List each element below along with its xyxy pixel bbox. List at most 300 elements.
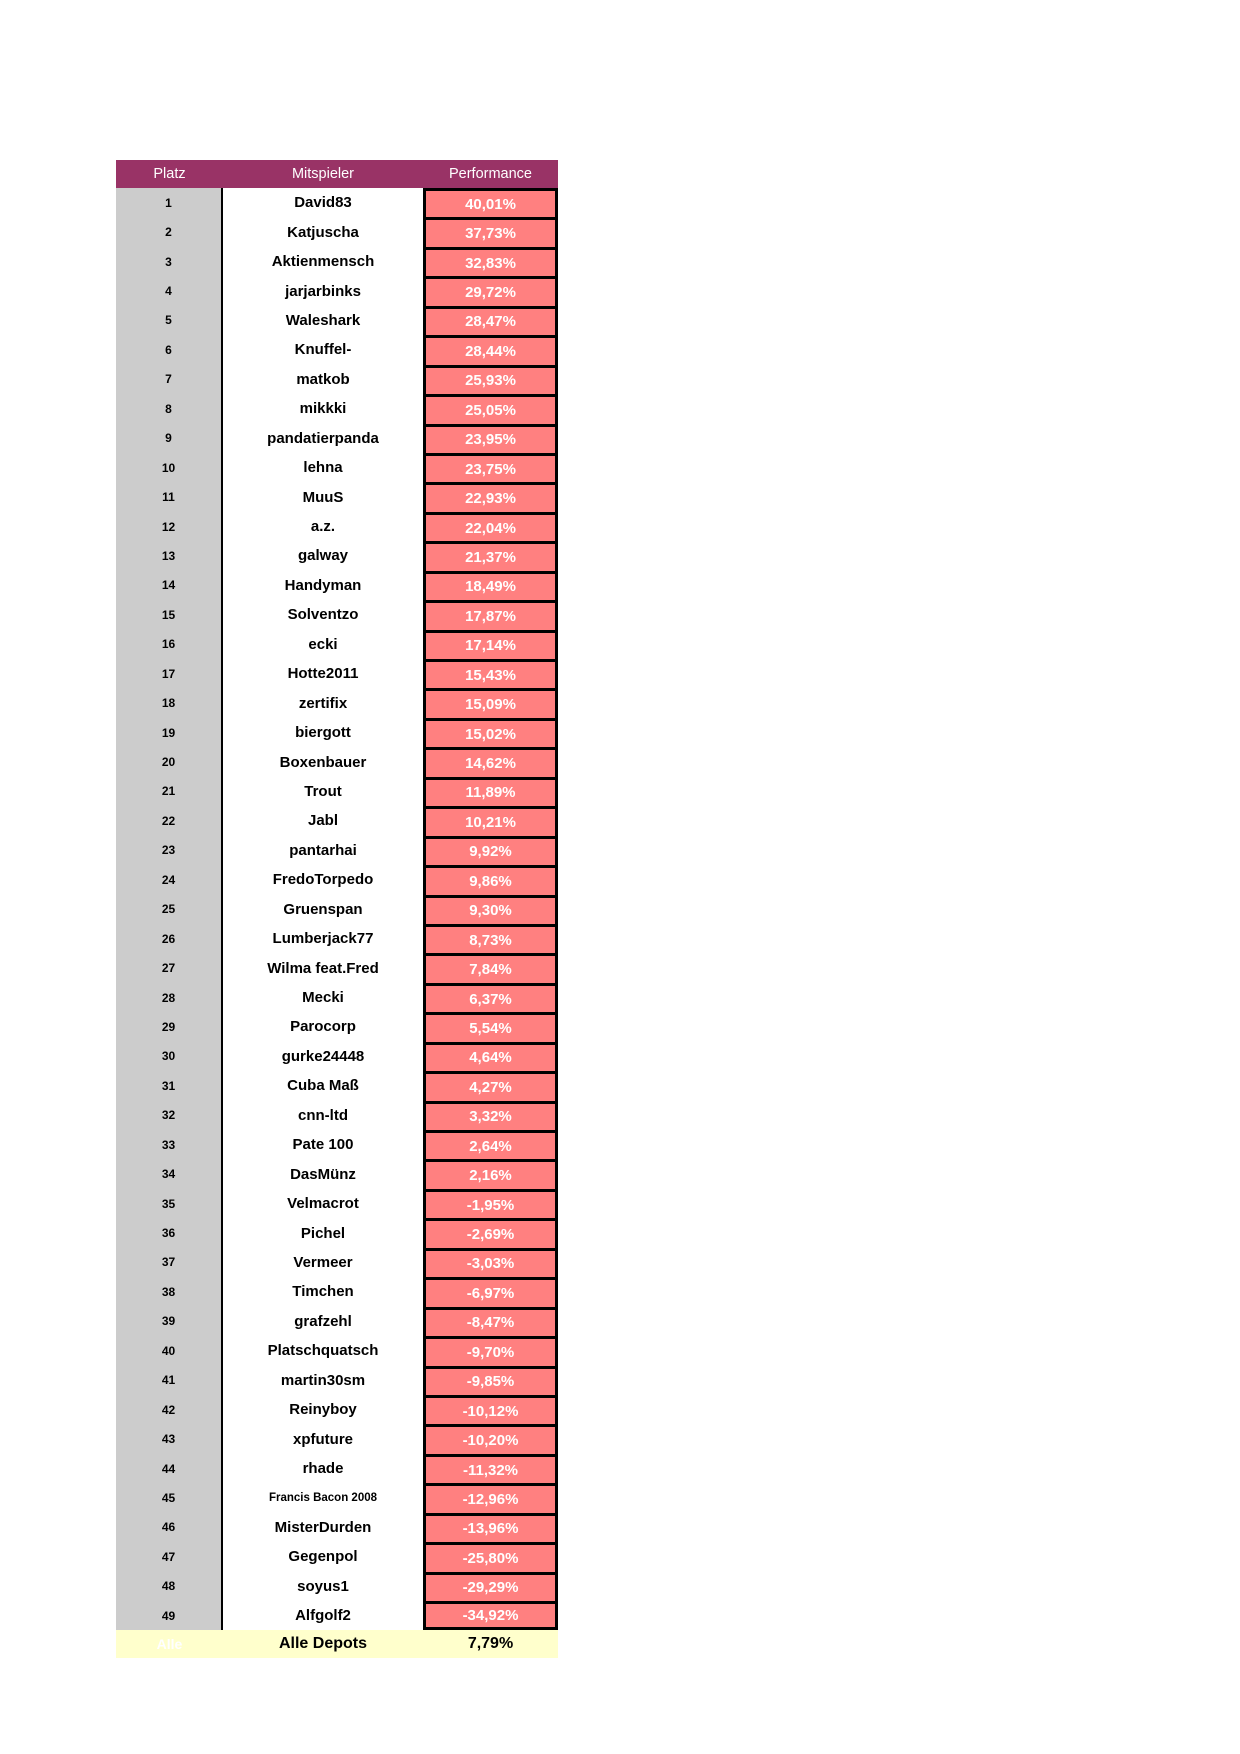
rank-cell xyxy=(116,571,223,600)
performance-cell xyxy=(423,1277,558,1306)
rank-value: 11 xyxy=(162,490,175,505)
rank-cell xyxy=(116,1071,223,1100)
performance-cell xyxy=(423,541,558,570)
player-cell xyxy=(223,718,423,747)
performance-cell xyxy=(423,1130,558,1159)
rank-cell xyxy=(116,1307,223,1336)
rank-cell xyxy=(116,482,223,511)
player-cell xyxy=(223,983,423,1012)
table-row xyxy=(116,276,558,305)
player-name: MisterDurden xyxy=(274,1518,372,1536)
rank-value: 29 xyxy=(161,1019,176,1034)
player-name: Knuffel- xyxy=(294,341,352,359)
table-row xyxy=(116,659,558,688)
performance-cell xyxy=(423,365,558,394)
player-name: galway xyxy=(297,547,349,565)
table-row xyxy=(116,512,558,541)
performance-cell xyxy=(423,953,558,982)
rank-value: 13 xyxy=(161,548,176,563)
player-cell xyxy=(223,1248,423,1277)
table-row xyxy=(116,600,558,629)
player-name: MuuS xyxy=(302,488,344,506)
player-cell xyxy=(223,659,423,688)
column-header-performance: Performance xyxy=(448,166,532,182)
player-name: martin30sm xyxy=(280,1371,366,1389)
performance-value: -10,20% xyxy=(462,1432,519,1450)
performance-value: 21,37% xyxy=(465,548,516,566)
rank-value: 38 xyxy=(161,1284,176,1299)
rank-cell xyxy=(116,1542,223,1571)
performance-value: -9,70% xyxy=(466,1343,515,1361)
performance-cell xyxy=(423,335,558,364)
player-cell xyxy=(223,512,423,541)
rank-cell xyxy=(116,1424,223,1453)
player-name: Gegenpol xyxy=(288,1548,358,1566)
performance-value: 32,83% xyxy=(465,254,516,272)
rank-value: 31 xyxy=(161,1078,176,1093)
player-name: xpfuture xyxy=(293,1430,353,1448)
rank-cell xyxy=(116,1277,223,1306)
performance-value: 7,84% xyxy=(469,961,512,979)
player-name: Wilma feat.Fred xyxy=(267,959,379,977)
rank-value: 42 xyxy=(161,1402,176,1417)
player-name: Lumberjack77 xyxy=(272,930,374,948)
rank-cell xyxy=(116,1189,223,1218)
player-cell xyxy=(223,1336,423,1365)
rank-value: 15 xyxy=(161,607,176,622)
player-name: grafzehl xyxy=(294,1312,352,1330)
player-cell xyxy=(223,394,423,423)
rank-value: 35 xyxy=(161,1196,176,1211)
rank-value: 34 xyxy=(161,1167,176,1182)
table-header xyxy=(116,160,558,188)
total-player-cell: Alle Depots xyxy=(278,1635,367,1653)
performance-value: 14,62% xyxy=(465,755,516,773)
rank-cell xyxy=(116,1248,223,1277)
player-name: rhade xyxy=(302,1460,344,1478)
total-rank-cell: Alle xyxy=(156,1636,183,1653)
performance-value: 3,32% xyxy=(469,1108,512,1126)
player-name: Platschquatsch xyxy=(267,1342,379,1360)
table-row xyxy=(116,718,558,747)
player-cell xyxy=(223,1572,423,1601)
player-name: David83 xyxy=(294,194,352,212)
rank-value: 27 xyxy=(161,961,176,976)
performance-value: 4,27% xyxy=(469,1078,512,1096)
player-cell xyxy=(223,924,423,953)
performance-value: -12,96% xyxy=(462,1490,519,1508)
rank-value: 10 xyxy=(161,460,176,475)
performance-cell xyxy=(423,924,558,953)
performance-value: 4,64% xyxy=(469,1049,512,1067)
performance-cell xyxy=(423,1454,558,1483)
column-header-mitspieler: Mitspieler xyxy=(291,166,355,182)
rank-cell xyxy=(116,1159,223,1188)
rank-cell xyxy=(116,1336,223,1365)
rank-cell xyxy=(116,276,223,305)
player-cell xyxy=(223,1189,423,1218)
player-cell xyxy=(223,571,423,600)
table-row xyxy=(116,806,558,835)
table-row xyxy=(116,541,558,570)
player-name: Hotte2011 xyxy=(287,665,359,683)
performance-cell xyxy=(423,1012,558,1041)
performance-value: 29,72% xyxy=(465,284,516,302)
rank-value: 22 xyxy=(161,813,176,828)
rank-value: 17 xyxy=(161,666,176,681)
player-name: pandatierpanda xyxy=(267,429,379,447)
performance-cell xyxy=(423,1483,558,1512)
rank-value: 26 xyxy=(161,931,176,946)
rank-value: 20 xyxy=(161,755,176,770)
rank-cell xyxy=(116,600,223,629)
performance-cell xyxy=(423,306,558,335)
player-cell xyxy=(223,276,423,305)
rank-cell xyxy=(116,1572,223,1601)
player-name: matkob xyxy=(296,370,350,388)
performance-cell xyxy=(423,1424,558,1453)
performance-cell xyxy=(423,217,558,246)
rank-cell xyxy=(116,541,223,570)
player-name: DasMünz xyxy=(290,1165,356,1183)
performance-cell xyxy=(423,512,558,541)
table-row xyxy=(116,688,558,717)
performance-cell xyxy=(423,1601,558,1630)
table-row xyxy=(116,1483,558,1512)
player-name: Timchen xyxy=(292,1283,354,1301)
player-cell xyxy=(223,1542,423,1571)
performance-value: 15,02% xyxy=(465,725,516,743)
player-cell xyxy=(223,306,423,335)
table-row xyxy=(116,1130,558,1159)
player-name: Gruenspan xyxy=(283,900,363,918)
player-name: gurke24448 xyxy=(281,1047,365,1065)
performance-cell xyxy=(423,1071,558,1100)
rank-value: 6 xyxy=(165,342,172,357)
player-cell xyxy=(223,1424,423,1453)
column-header-platz: Platz xyxy=(153,166,186,182)
player-name: a.z. xyxy=(310,518,336,536)
rank-cell xyxy=(116,394,223,423)
performance-value: 10,21% xyxy=(465,813,516,831)
performance-cell xyxy=(423,1513,558,1542)
table-body xyxy=(116,188,558,1630)
table-row xyxy=(116,247,558,276)
table-row xyxy=(116,630,558,659)
performance-value: 25,93% xyxy=(465,372,516,390)
player-name: ecki xyxy=(308,635,338,653)
player-name: Pichel xyxy=(300,1224,346,1242)
performance-cell xyxy=(423,1395,558,1424)
rank-value: 33 xyxy=(161,1137,176,1152)
performance-cell xyxy=(423,482,558,511)
performance-value: 22,93% xyxy=(465,490,516,508)
performance-cell xyxy=(423,836,558,865)
table-row xyxy=(116,865,558,894)
performance-cell xyxy=(423,1101,558,1130)
table-row xyxy=(116,365,558,394)
performance-value: 2,64% xyxy=(469,1137,512,1155)
rank-value: 23 xyxy=(161,843,176,858)
player-name: Waleshark xyxy=(285,311,361,329)
performance-cell xyxy=(423,188,558,217)
table-row xyxy=(116,1336,558,1365)
table-row xyxy=(116,335,558,364)
player-name: Handyman xyxy=(284,576,362,594)
performance-cell xyxy=(423,983,558,1012)
rank-cell xyxy=(116,217,223,246)
rank-cell xyxy=(116,1101,223,1130)
rank-value: 43 xyxy=(161,1432,176,1447)
table-row xyxy=(116,953,558,982)
rank-value: 3 xyxy=(165,254,172,269)
table-row xyxy=(116,482,558,511)
performance-cell xyxy=(423,1218,558,1247)
rank-cell xyxy=(116,1395,223,1424)
table-row xyxy=(116,1218,558,1247)
rank-value: 40 xyxy=(161,1343,176,1358)
rank-value: 14 xyxy=(161,578,176,593)
player-name: Reinyboy xyxy=(289,1401,357,1419)
rank-cell xyxy=(116,983,223,1012)
rank-cell xyxy=(116,247,223,276)
rank-cell xyxy=(116,1483,223,1512)
rank-cell xyxy=(116,188,223,217)
player-name: Parocorp xyxy=(290,1018,356,1036)
player-cell xyxy=(223,600,423,629)
player-cell xyxy=(223,424,423,453)
rank-value: 36 xyxy=(161,1226,176,1241)
rank-value: 9 xyxy=(165,431,172,446)
rank-cell xyxy=(116,806,223,835)
performance-value: 9,30% xyxy=(469,902,512,920)
player-cell xyxy=(223,1130,423,1159)
performance-cell xyxy=(423,1572,558,1601)
player-name: Trout xyxy=(304,782,342,800)
player-cell xyxy=(223,1307,423,1336)
rank-cell xyxy=(116,865,223,894)
rank-value: 18 xyxy=(161,696,176,711)
player-cell xyxy=(223,188,423,217)
player-cell xyxy=(223,1218,423,1247)
table-row xyxy=(116,424,558,453)
player-name: zertifix xyxy=(298,694,348,712)
table-row xyxy=(116,1424,558,1453)
player-name: cnn-ltd xyxy=(298,1106,348,1124)
rank-value: 44 xyxy=(161,1461,176,1476)
table-row xyxy=(116,188,558,217)
player-name: Vermeer xyxy=(293,1253,353,1271)
performance-value: 40,01% xyxy=(465,195,516,213)
player-cell xyxy=(223,747,423,776)
performance-value: -1,95% xyxy=(466,1196,515,1214)
table-row xyxy=(116,1189,558,1218)
rank-cell xyxy=(116,836,223,865)
rank-value: 32 xyxy=(161,1108,176,1123)
performance-value: -11,32% xyxy=(462,1461,519,1479)
rank-value: 46 xyxy=(161,1520,176,1535)
player-name: Katjuscha xyxy=(287,223,359,241)
rank-cell xyxy=(116,1513,223,1542)
player-cell xyxy=(223,1483,423,1512)
rank-cell xyxy=(116,1454,223,1483)
performance-cell xyxy=(423,865,558,894)
performance-value: 9,92% xyxy=(469,843,512,861)
performance-value: -10,12% xyxy=(462,1402,519,1420)
table-row xyxy=(116,1307,558,1336)
player-cell xyxy=(223,1159,423,1188)
rank-cell xyxy=(116,365,223,394)
player-name: mikkki xyxy=(299,400,347,418)
player-cell xyxy=(223,365,423,394)
rank-value: 37 xyxy=(161,1255,176,1270)
performance-value: -13,96% xyxy=(462,1520,519,1538)
rank-cell xyxy=(116,630,223,659)
performance-cell xyxy=(423,394,558,423)
player-name: pantarhai xyxy=(289,841,357,859)
player-cell xyxy=(223,217,423,246)
rank-cell xyxy=(116,512,223,541)
table-row xyxy=(116,1277,558,1306)
performance-cell xyxy=(423,688,558,717)
performance-cell xyxy=(423,659,558,688)
performance-value: 23,95% xyxy=(465,431,516,449)
player-cell xyxy=(223,953,423,982)
performance-value: -29,29% xyxy=(462,1579,519,1597)
rank-value: 49 xyxy=(161,1608,176,1623)
player-cell xyxy=(223,1366,423,1395)
player-cell xyxy=(223,895,423,924)
performance-cell xyxy=(423,1159,558,1188)
player-cell xyxy=(223,836,423,865)
rank-value: 45 xyxy=(161,1490,176,1505)
performance-value: 28,44% xyxy=(465,342,516,360)
player-name: Jabl xyxy=(307,812,338,830)
rank-value: 41 xyxy=(161,1373,176,1388)
table-row xyxy=(116,924,558,953)
total-row xyxy=(116,1630,558,1658)
player-cell xyxy=(223,1513,423,1542)
table-row xyxy=(116,1248,558,1277)
rank-cell xyxy=(116,1366,223,1395)
rank-cell xyxy=(116,718,223,747)
performance-cell xyxy=(423,1366,558,1395)
player-cell xyxy=(223,453,423,482)
player-name: Francis Bacon 2008 xyxy=(268,1491,378,1504)
rank-value: 5 xyxy=(165,313,172,328)
player-name: Velmacrot xyxy=(287,1195,359,1213)
player-cell xyxy=(223,1601,423,1630)
table-row xyxy=(116,1071,558,1100)
player-name: Alfgolf2 xyxy=(295,1607,351,1625)
rank-cell xyxy=(116,1042,223,1071)
table-row xyxy=(116,1572,558,1601)
performance-value: -9,85% xyxy=(466,1373,515,1391)
performance-cell xyxy=(423,453,558,482)
rank-cell xyxy=(116,453,223,482)
table-row xyxy=(116,1042,558,1071)
rank-value: 1 xyxy=(165,195,172,210)
rank-cell xyxy=(116,953,223,982)
performance-value: -6,97% xyxy=(466,1284,515,1302)
rank-cell xyxy=(116,1218,223,1247)
performance-value: -8,47% xyxy=(466,1314,515,1332)
rank-cell xyxy=(116,1130,223,1159)
player-cell xyxy=(223,1395,423,1424)
performance-cell xyxy=(423,895,558,924)
rank-value: 24 xyxy=(161,872,176,887)
player-name: Solventzo xyxy=(287,606,359,624)
rank-value: 16 xyxy=(161,637,176,652)
rank-cell xyxy=(116,1601,223,1630)
performance-cell xyxy=(423,1248,558,1277)
player-cell xyxy=(223,630,423,659)
player-cell xyxy=(223,688,423,717)
performance-cell xyxy=(423,1189,558,1218)
table-row xyxy=(116,777,558,806)
rank-cell xyxy=(116,777,223,806)
table-row xyxy=(116,453,558,482)
table-row xyxy=(116,394,558,423)
rank-cell xyxy=(116,659,223,688)
performance-value: -2,69% xyxy=(466,1226,515,1244)
performance-cell xyxy=(423,630,558,659)
player-name: lehna xyxy=(303,459,343,477)
table-row xyxy=(116,217,558,246)
performance-value: -3,03% xyxy=(466,1255,515,1273)
player-name: Boxenbauer xyxy=(279,753,367,771)
rank-cell xyxy=(116,1012,223,1041)
player-cell xyxy=(223,1042,423,1071)
rank-cell xyxy=(116,306,223,335)
rank-cell xyxy=(116,688,223,717)
rank-value: 2 xyxy=(165,225,172,240)
performance-cell xyxy=(423,777,558,806)
performance-value: 17,87% xyxy=(465,607,516,625)
table-row xyxy=(116,836,558,865)
table-row xyxy=(116,1454,558,1483)
table-row xyxy=(116,571,558,600)
performance-ranking-table xyxy=(116,160,558,1658)
rank-value: 8 xyxy=(165,401,172,416)
player-name: jarjarbinks xyxy=(285,282,361,300)
table-row xyxy=(116,1513,558,1542)
player-cell xyxy=(223,541,423,570)
player-name: FredoTorpedo xyxy=(272,871,374,889)
rank-cell xyxy=(116,424,223,453)
table-row xyxy=(116,1101,558,1130)
table-row xyxy=(116,1395,558,1424)
performance-value: 18,49% xyxy=(465,578,516,596)
performance-value: 9,86% xyxy=(469,872,512,890)
player-name: Mecki xyxy=(302,989,344,1007)
rank-cell xyxy=(116,924,223,953)
performance-value: 23,75% xyxy=(465,460,516,478)
performance-value: -34,92% xyxy=(462,1607,519,1625)
performance-value: 25,05% xyxy=(465,401,516,419)
rank-value: 4 xyxy=(165,284,172,299)
player-name: Cuba Maß xyxy=(287,1077,359,1095)
performance-cell xyxy=(423,247,558,276)
performance-cell xyxy=(423,1042,558,1071)
rank-value: 12 xyxy=(161,519,176,534)
player-cell xyxy=(223,482,423,511)
player-cell xyxy=(223,865,423,894)
performance-cell xyxy=(423,1542,558,1571)
performance-value: 2,16% xyxy=(469,1167,512,1185)
player-cell xyxy=(223,1454,423,1483)
player-cell xyxy=(223,1277,423,1306)
